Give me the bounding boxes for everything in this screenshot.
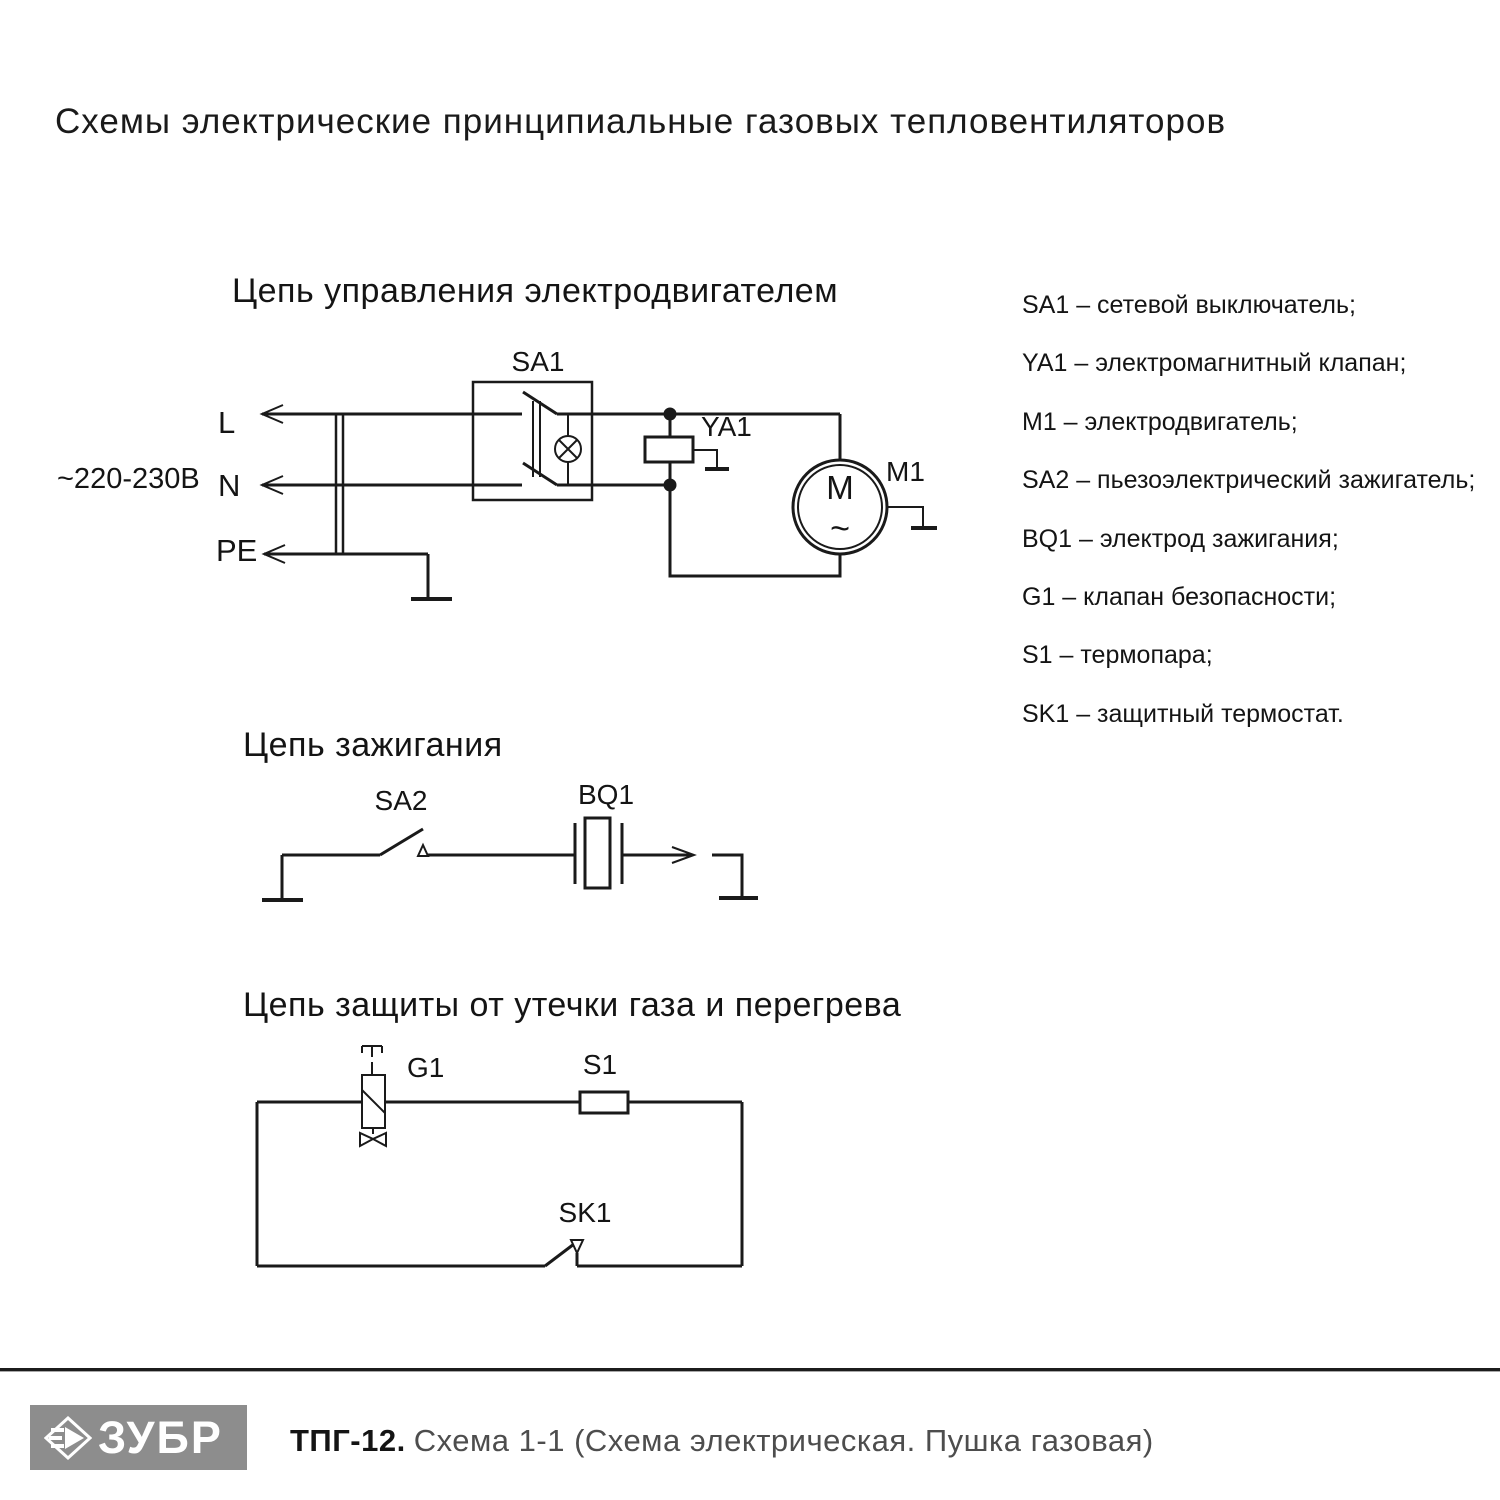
motor-control-circuit [57,346,937,599]
legend-item-g1: G1 – клапан безопасности; [1022,583,1337,612]
sa2-igniter-switch [282,785,428,856]
legend-item-sa2: SA2 – пьезоэлектрический зажигатель; [1022,466,1476,495]
legend-item-s1: S1 – термопара; [1022,641,1213,670]
footer-caption [290,1423,1154,1459]
zubr-logo-icon [44,1416,92,1460]
ignition-circuit [262,779,758,900]
footer-divider [0,1368,1500,1372]
spark-output [622,847,694,863]
ya1-label: YA1 [701,411,752,442]
terminal-n [218,468,522,503]
sa1-switch [473,346,592,500]
terminal-l [218,405,522,440]
sa2-contact-icon [418,845,428,856]
m1-label: M1 [886,456,925,487]
sk1-label: SK1 [558,1197,612,1228]
protection-circuit [257,1046,742,1266]
legend-item-m1: M1 – электродвигатель; [1022,407,1298,436]
model-number: ТПГ-12. [290,1423,406,1458]
g1-label: G1 [407,1052,445,1083]
sa2-label: SA2 [374,785,428,816]
s1-label: S1 [582,1049,618,1080]
motor-ground-wire [887,507,923,528]
brand-name: ЗУБР [98,1411,223,1463]
legend-item-bq1: BQ1 – электрод зажигания; [1022,524,1339,553]
sa2-blade [380,829,423,855]
s1-body-icon [580,1092,628,1113]
ya1-valve-coil [645,411,752,485]
g1-valve-left-icon [360,1133,373,1146]
right-ground-wire [712,855,742,898]
sk1-thermostat [545,1197,611,1266]
bq1-label: BQ1 [577,779,635,810]
ignition-right-ground [712,855,758,898]
page-title: Схемы электрические принципиальные газовых тепловентиляторов [55,102,1227,141]
n-label: N [218,468,241,503]
mains-voltage-label: ~220-230В [57,463,200,495]
pe-label: PE [216,533,258,568]
ya1-coil-icon [645,437,693,462]
scheme-description: Схема 1-1 (Схема электрическая. Пушка газовая) [413,1423,1154,1458]
l-label: L [218,405,236,440]
legend-item-sk1: SK1 – защитный термостат. [1022,699,1344,728]
g1-sensor-icon [362,1046,382,1075]
motor-ac-symbol: ~ [830,510,850,548]
s1-thermocouple [580,1049,628,1113]
protection-circuit-heading: Цепь защиты от утечки газа и перегрева [243,986,902,1024]
g1-valve-right-icon [373,1133,386,1146]
motor-letter: M [826,469,854,506]
legend-item-ya1: YA1 – электромагнитный клапан; [1022,349,1407,378]
terminal-pe [216,533,428,568]
bq1-body-icon [585,818,610,888]
sa1-label: SA1 [511,346,565,377]
ya1-ground-wire [693,450,717,469]
pe-ground [411,554,452,599]
g1-safety-valve [360,1046,444,1146]
motor-circuit-heading: Цепь управления электродвигателем [232,272,839,310]
legend-item-sa1: SA1 – сетевой выключатель; [1022,291,1356,319]
ignition-left-ground [262,855,303,900]
ignition-circuit-heading: Цепь зажигания [243,726,503,764]
motor-return-wire [670,485,840,576]
bq1-electrode [428,779,634,888]
zubr-logo [30,1405,247,1470]
